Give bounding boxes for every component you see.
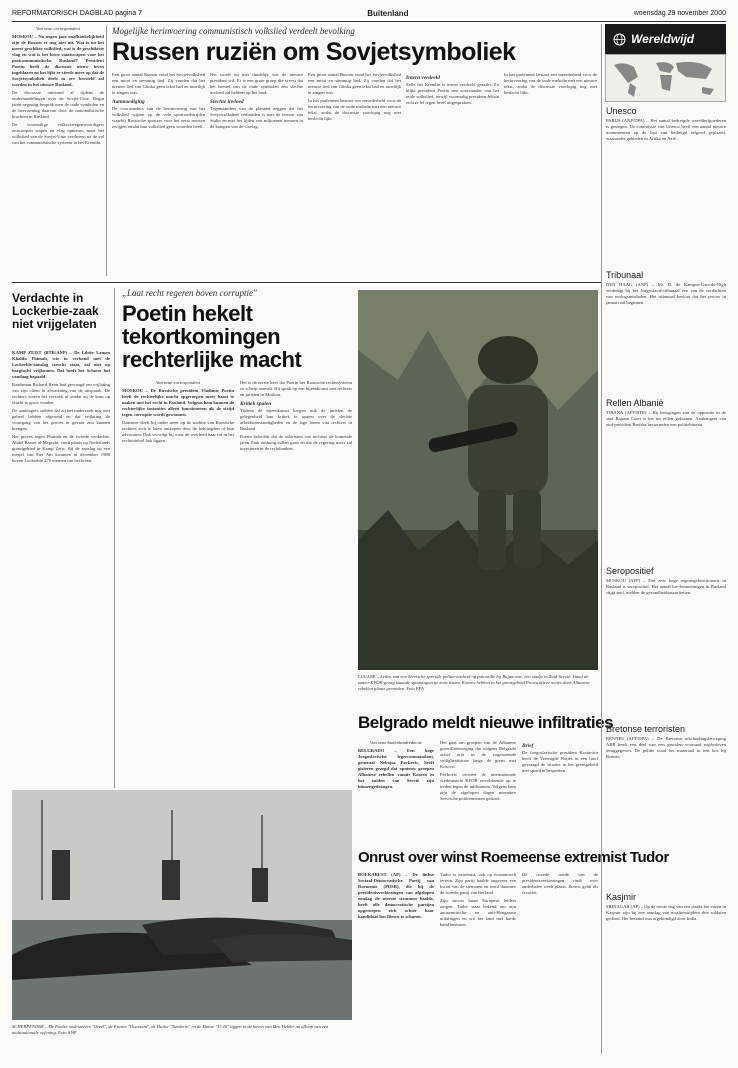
russen-p2: De voormalige volksvertegenwoordigers ontwierpen wapen en vlag opnieuw, maar het volkslied van de Sovjet-Unie verdween na de val van het communistische systeem in het Kremlin. [12,122,104,145]
lockerbie-p3: Het proces tegen Fhimah en de tweede verdachte, Abdel Basset al-Megrahi, vindt plaats op Nederlands grondgebied in Kamp Zeist. Bij de aanslag op een toestel van Pan Am kwamen in december 1988 boven Lockerbie 270 mensen om het leven. [12,434,110,463]
header-paper-name: REFORMATORISCH DAGBLAD pagina 7 [12,9,143,17]
wereldwijd-s4-body: MOSKOU (AFP) – Een zeer hoge regeringsfunctionaris in Rusland is seropositief. Het aantal hiv-besmettingen in Rusland stijgt snel, melden de gezondheidsautoriteiten. [606,578,726,595]
photo1-caption-text: LUCANE – Leden van een Servische speciale politie-eenheid op patrouille bij Bujanovac, een stadje in Zuid-Servië. Vanaf de zomer KFOR-gezag staande spanningsvrije zone tussen Kosovo hebben in het grensgebied Provocatieve acties door Albanese rebellen plaats gevonden. [358,674,590,691]
russen-column-5 [406,72,499,277]
wereldwijd-title: Wereldwijd [631,32,695,46]
photo2-credit: Foto ANP [58,1029,77,1035]
photo1-credit: Foto EPA [406,685,425,691]
russen-lede: MOSKOU – Na negen jaar onafhankelijkheid zijn de Russen er nog niet uit. Wat is nu het meest geschikte volkslied, wat is de geschiktste vlag en wat is het beste staatswapen voor het postcommunistische Rusland? President Poetin heeft de discussie nieuw leven ingeblazen en het lijkt er steeds meer op dat de Sovjetsymboliek deels in ere hersteld zal worden in het nieuwe Rusland. [12,34,104,87]
header-section: Buitenland [367,8,409,18]
lockerbie-headline: Verdachte in Lockerbie-zaak niet vrijgelaten [12,291,99,332]
lockerbie-column [12,350,110,780]
section-rule [12,282,602,283]
russen-sub-2: Slechte invloed [210,99,244,105]
russen-p4: De voorstanders van de herinvoering van het volkslied wijzen op de vele sportwedstrijden waarbij Russische sporters voor het eerst moeten zwijgen omdat hun volkslied geen woorden heeft. [112,106,205,129]
poetin-headline: Poetin hekelt tekortkomingen rechterlijke macht [122,301,302,373]
wereldwijd-s1-body: PARIJS (ANP/DPA) – Het aantal bedreigde werelderfgoederen is gestegen. De commissie van Unesco heeft een aantal nieuwe monumenten op de lijst van bedreigd erfgoed geplaatst, waaronder gebieden in Afrika en Azië. [606,118,726,141]
column-rule [106,26,107,276]
poetin-byline: Van onze correspondent [156,380,200,385]
roemenie-column-3 [522,872,598,1052]
world-map [605,54,726,102]
poetin-p4: Poetin beloofde dat de salarissen van rechters de komende jaren flink omhoog zullen gaan en dat de regering meer zal investeren in de rechtbanken. [240,434,352,451]
russen-p3: Een groot aantal Russen vond het Sovjetvolkslied een mooi en stemmig lied. Zij vonden dat het nieuwe lied van Glinka geen tekst had en moeilijk te zingen was. [112,72,205,95]
russen-column-2 [112,72,205,277]
roemenie-lede: BOEKAREST (AP) – De linkse Sociaal-Democratische Partij van Roemenie (PDSR), die bij de presidentsverkiezingen van afgelopen zondag de meeste stemmen haalde, heeft alle democratische partijen opgeroepen zich achter haar kandidaat Ion Iliescu te scharen. [358,872,434,919]
column-rule [114,288,115,788]
russen-column-4 [308,72,401,277]
submarines-photo-caption [12,1024,352,1054]
wereldwijd-s3-text [606,410,726,560]
belgrado-p2: Pavkovic verweet de internationale vredesmacht KFOR onvoldoende op te treden tegen de infiltranten. Volgens hem zijn de afgelopen dagen meerdere Servische politiemensen gedood. [440,772,516,801]
poetin-p2: Het is de eerste keer dat Poetin het Russische rechtssysteem zo scherp aanvalt. Hij sprak op een bijeenkomst met rechters en juristen in Moskou. [240,380,352,397]
soldier-photo-illustration [358,290,598,670]
roemenie-column-2 [440,872,516,1052]
wereldwijd-s2-body: DEN HAAG (ANP) – Mr. D. de Kampen-Garrido-Nigh verdedigt bij het Joegoslavië-tribunaal een van de verdachten van oorlogsmisdaden. Het tribunaal besloot dat het proces in januari zal beginnen. [606,282,726,305]
wereldwijd-s6-text [606,904,726,1054]
wereldwijd-s1-title: Unesco [606,106,637,116]
lockerbie-lede: KAMP ZEIST (RTR/ANP) – De Libiër Lamen Khalifa Fhimah, wie in verband met de Lockerbie-aanslag terecht staat, zal niet op borgtocht vrijkomen. Dat heeft het Schotse hof vandaag bepaald. [12,350,110,379]
lockerbie-p1: Raadsman Richard Keen had gevraagd om vrijlating van zijn cliënt in afwachting van de uitspraak. De rechters wezen het verzoek af omdat zij de kans op vlucht te groot vonden. [12,382,110,405]
belgrado-byline: Van onze buitenlandredactie [369,740,423,745]
russen-p6: Tegenstanders van de plannen zeggen dat het Sovjetvolkslied verbonden is met de terreur van Stalin en met het lijden van miljoenen mensen in de kampen van de Goelag. [210,106,303,129]
russen-sub-1: Aanmoediging [112,99,145,105]
soldier-photo-caption [358,674,598,710]
header-date: woensdag 29 november 2000 [633,9,726,17]
russen-p8: In het parlement bestaat een meerderheid voor de herinvoering van de oude melodie met een nieuwe tekst, zodat de discussie voorlopig nog niet beslecht lijkt. [504,72,597,95]
belgrado-p3: De Joegoslavische president Kostunica heeft de Verenigde Naties in een brief gevraagd de situatie in het grensgebied met spoed te bespreken. [522,750,598,773]
page-header [12,6,726,20]
roemenie-headline: Onrust over winst Roemeense extremist Tudor [358,849,669,866]
belgrado-column-1 [358,740,434,845]
belgrado-column-3 [522,740,598,845]
russen-sub-3: Intern verdeeld [406,75,440,81]
russen-byline: Van onze correspondent [36,26,80,31]
poetin-p1: Daarmee doelt hij onder meer op de traditie van Russische rechters zich te laten omkopen door de beklaagden of hun advocaten. Ook vervolgt hij waar de overheid haar rol in het rechtsstelsel laat liggen. [122,420,234,443]
poetin-sub-1: Kritiek spuien [240,401,272,407]
submarines-photo [12,790,352,1020]
belgrado-lede: BELGRADO – Een hoge Joegoslavische legercommandant, generaal Nebojsa Pavkovic, heeft gisteren gezegd dat opnieuw groepen Albanese rebellen vanuit Kosovo in het zuiden van Servië zijn binnengedrongen. [358,748,434,789]
header-rule [12,21,726,22]
wereldwijd-s5-body: RENNES (AFP/DPA) – De Bretonse afscheidingsbeweging ARB heeft een deel van een gestolen voorraad explosieven teruggegeven. De politie vond het materiaal in een bos bij Rennes. [606,736,726,759]
lockerbie-p2: De aanklagers stelden dat zij het onderzoek nog niet geheel hebben afgerond en dat vrijlating de voortgang van het proces in gevaar zou kunnen brengen. [12,408,110,431]
russen-p6b: Een groot aantal Russen vond het Sovjetvolkslied een mooi en stemmig lied. Zij vonden dat het nieuwe lied van Glinka geen tekst had en moeilijk te zingen was. [308,72,401,95]
wereldwijd-s6-body: SRINAGAR (AP) – Op de eerste dag van een staakt-het-vuren in Kasjmir zijn bij een aanslag van moslimstrijders drie soldaten gedood. Het bestand was afgekondigd door India. [606,904,726,921]
wereldwijd-s2-title: Tribunaal [606,270,644,280]
russen-column-6 [504,72,597,277]
russen-column-1 [12,26,104,276]
wereldwijd-s4-text [606,578,726,718]
wereldwijd-s5-title: Bretonse terroristen [606,724,686,734]
photo2-caption-text: SCHERPENISSE – De Poolse onderzeeërs "Orzel", de Franse "Ouessant", de Duitse "Tumlerin" en de Duitse "U-26" liggen in de haven van Den Helder na afloop van een multinationale oefening. [12,1024,329,1035]
roemenie-column-1 [358,872,434,1052]
russen-p7a: In het parlement bestaat een meerderheid voor de herinvoering van de oude melodie met een nieuwe tekst, zodat de discussie voorlopig nog niet beslecht lijkt. [308,98,401,121]
roemenie-p1: Tudor is extremist, ook op economisch terrein. Zijn partij haalde ongeveer een kwart van de stemmen en werd daarmee de tweede partij van het land. [440,872,516,895]
sidebar-rule [601,24,602,1054]
soldier-photo [358,290,598,670]
poetin-column-2 [240,380,352,780]
wereldwijd-header [605,24,726,54]
russen-p1: De discussie ontstond al tijdens de onderhandelingen over de Sovjet-Unie. Begin jaren negentig besprak men de oude symbolen en de hervorming daarvan door de nationalistische krachten in Rusland. [12,90,104,119]
wereldwijd-s3-title: Rellen Albanië [606,398,664,408]
wereldwijd-s2-text [606,282,726,392]
roemenie-p3: De tweede ronde van de presidentsverkiezingen vindt over anderhalve week plaats. Iliescu geldt als favoriet. [522,872,598,895]
russen-p5: Het wordt nu niet duidelijk wat de nieuwe president wil. Er is een grote groep die vreest dat het herstel van de oude symbolen een slechte invloed zal hebben op het land. [210,72,303,95]
belgrado-sub-1: Brief [522,743,534,749]
belgrado-p1: Het gaat om groepen van de Albanese guerrillabeweging die volgens Belgrado actief zijn in de zogenoemde veiligheidszone langs de grens met Kosovo. [440,740,516,769]
belgrado-headline: Belgrado meldt nieuwe infiltraties [358,713,614,732]
russen-kicker: Mogelijke herinvoering communistisch volkslied verdeelt bevolking [112,26,355,36]
poetin-column-1 [122,380,234,780]
belgrado-column-2 [440,740,516,845]
wereldwijd-s5-text [606,736,726,886]
wereldwijd-s6-title: Kasjmir [606,892,637,902]
world-map-icon [606,55,725,101]
russen-p7: Zelfs het Kremlin is intern verdeeld geraakt. Zo blijkt president Poetin een voorstander van het oude volkslied, terwijl voormalig president Jeltsin zich er fel tegen heeft uitgesproken. [406,82,499,105]
poetin-kicker: „Laat recht regeren boven corruptie" [122,288,257,298]
poetin-p3: Tijdens de bijeenkomst kregen ook de juristen de gelegenheid hun kritiek te spuien over de slechte arbeidsomstandigheden en de lage lonen van rechters in Rusland. [240,408,352,431]
russen-column-3 [210,72,303,277]
wereldwijd-s3-body: TIRANA (AFP/RTR) – Bij betogingen van de oppositie in de stad Bajram Curri is het tot rellen gekomen. Aanhangers van oud-president Berisha bestormden een politiebureau. [606,410,726,427]
wereldwijd-s1-text [606,118,726,266]
globe-icon [613,33,626,46]
russen-headline: Russen ruziën om Sovjetsymboliek [112,38,516,66]
submarines-photo-illustration [12,790,352,1020]
wereldwijd-s4-title: Seropositief [606,566,654,576]
roemenie-p2: Zijn succes baart Europese leiders zorgen. Tudor staat bekend om zijn antisemitische en anti-Hongaarse uitlatingen en wil het land met harde hand besturen. [440,898,516,927]
poetin-lede: MOSKOU – De Russische president Vladimir Poetin heeft de rechterlijke macht opgeroepen meer haast te maken met het recht in Rusland. Volgens hem kunnen de rechterlijke instanties alleen functioneren als de strijd tegen corruptie wordt gewonnen. [122,388,234,417]
